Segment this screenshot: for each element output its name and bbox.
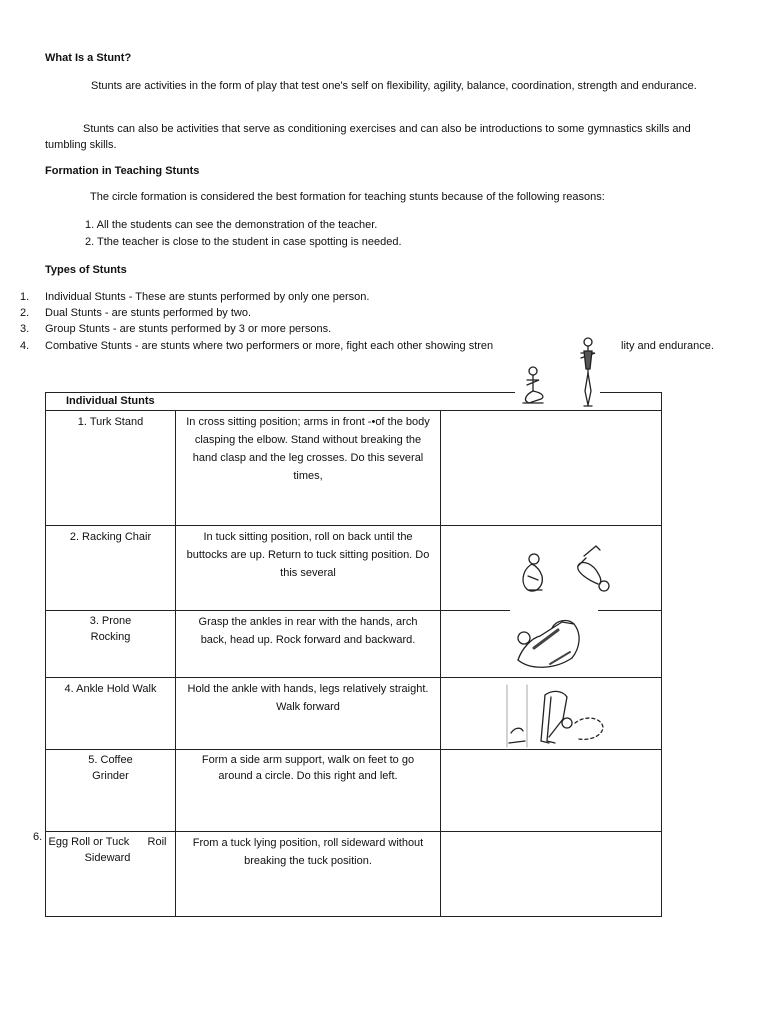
stunt-description: Grasp the ankles in rear with the hands, arch back, head up. Rock forward and backward. [176, 611, 441, 678]
type-item: Dual Stunts - are stunts performed by two. [45, 307, 252, 319]
stunt-image-cell [441, 832, 662, 917]
stunt-description: Form a side arm support, walk on feet to go around a circle. Do this right and left. [176, 750, 441, 832]
type-number: 4. [20, 340, 30, 352]
type-item: Combative Stunts - are stunts where two performers or more, fight each other showing stren [45, 340, 494, 352]
stunt-description: From a tuck lying position, roll sideward without breaking the tuck position. [176, 832, 441, 917]
table-row [46, 832, 662, 917]
paragraph-conditioning: Stunts can also be activities that serve as conditioning exercises and can also be introductions to some gymnastics skills and tumbling skills. [45, 123, 691, 151]
rocking-chair-illustration [508, 540, 618, 600]
stunt-description: In tuck sitting position, roll on back until the buttocks are up. Return to tuck sitting position. Do this several [176, 526, 441, 611]
stunt-name: 4. Ankle Hold Walk [46, 678, 176, 750]
table-row [46, 750, 662, 832]
paragraph-circle-formation: The circle formation is considered the best formation for teaching stunts because of the following reasons: [90, 191, 605, 203]
stunt-image-cell [441, 411, 662, 526]
table-row [46, 411, 662, 526]
stunt-name: 5. Coffee Grinder [46, 750, 176, 832]
type-number: 1. [20, 291, 30, 303]
stunt-name: 2. Racking Chair [46, 526, 176, 611]
stunt-number-6: 6. [33, 831, 43, 843]
type-item: Individual Stunts - These are stunts performed by only one person. [45, 291, 370, 303]
stunt-description: In cross sitting position; arms in front -•of the body clasping the elbow. Stand without breaking the hand clasp and the leg crosses. Do this several times, [176, 411, 441, 526]
stunt-description: Hold the ankle with hands, legs relatively straight. Walk forward [176, 678, 441, 750]
reason-item: 2. Tthe teacher is close to the student in case spotting is needed. [85, 236, 402, 248]
stunt-image-cell [441, 750, 662, 832]
stunt-name: Egg Roll or Tuck Roil Sideward [46, 832, 176, 917]
stunt-name: 1. Turk Stand [46, 411, 176, 526]
prone-rocking-illustration [510, 608, 598, 674]
reason-item: 1. All the students can see the demonstration of the teacher. [85, 219, 378, 231]
stunt-name: 3. Prone Rocking [46, 611, 176, 678]
turk-stand-illustration [515, 333, 600, 410]
type-item: Group Stunts - are stunts performed by 3 or more persons. [45, 323, 332, 335]
heading-what-is-a-stunt: What Is a Stunt? [45, 52, 132, 64]
heading-formation: Formation in Teaching Stunts [45, 165, 200, 177]
type-item-tail: lity and endurance. [621, 340, 714, 352]
ankle-hold-walk-illustration [505, 683, 608, 748]
type-number: 2. [20, 307, 30, 319]
paragraph-stunt-definition: Stunts are activities in the form of play that test one's self on flexibility, agility, balance, coordination, strength and endurance. [91, 80, 697, 92]
heading-types-of-stunts: Types of Stunts [45, 264, 127, 276]
table-header: Individual Stunts [46, 393, 662, 411]
type-number: 3. [20, 323, 30, 335]
